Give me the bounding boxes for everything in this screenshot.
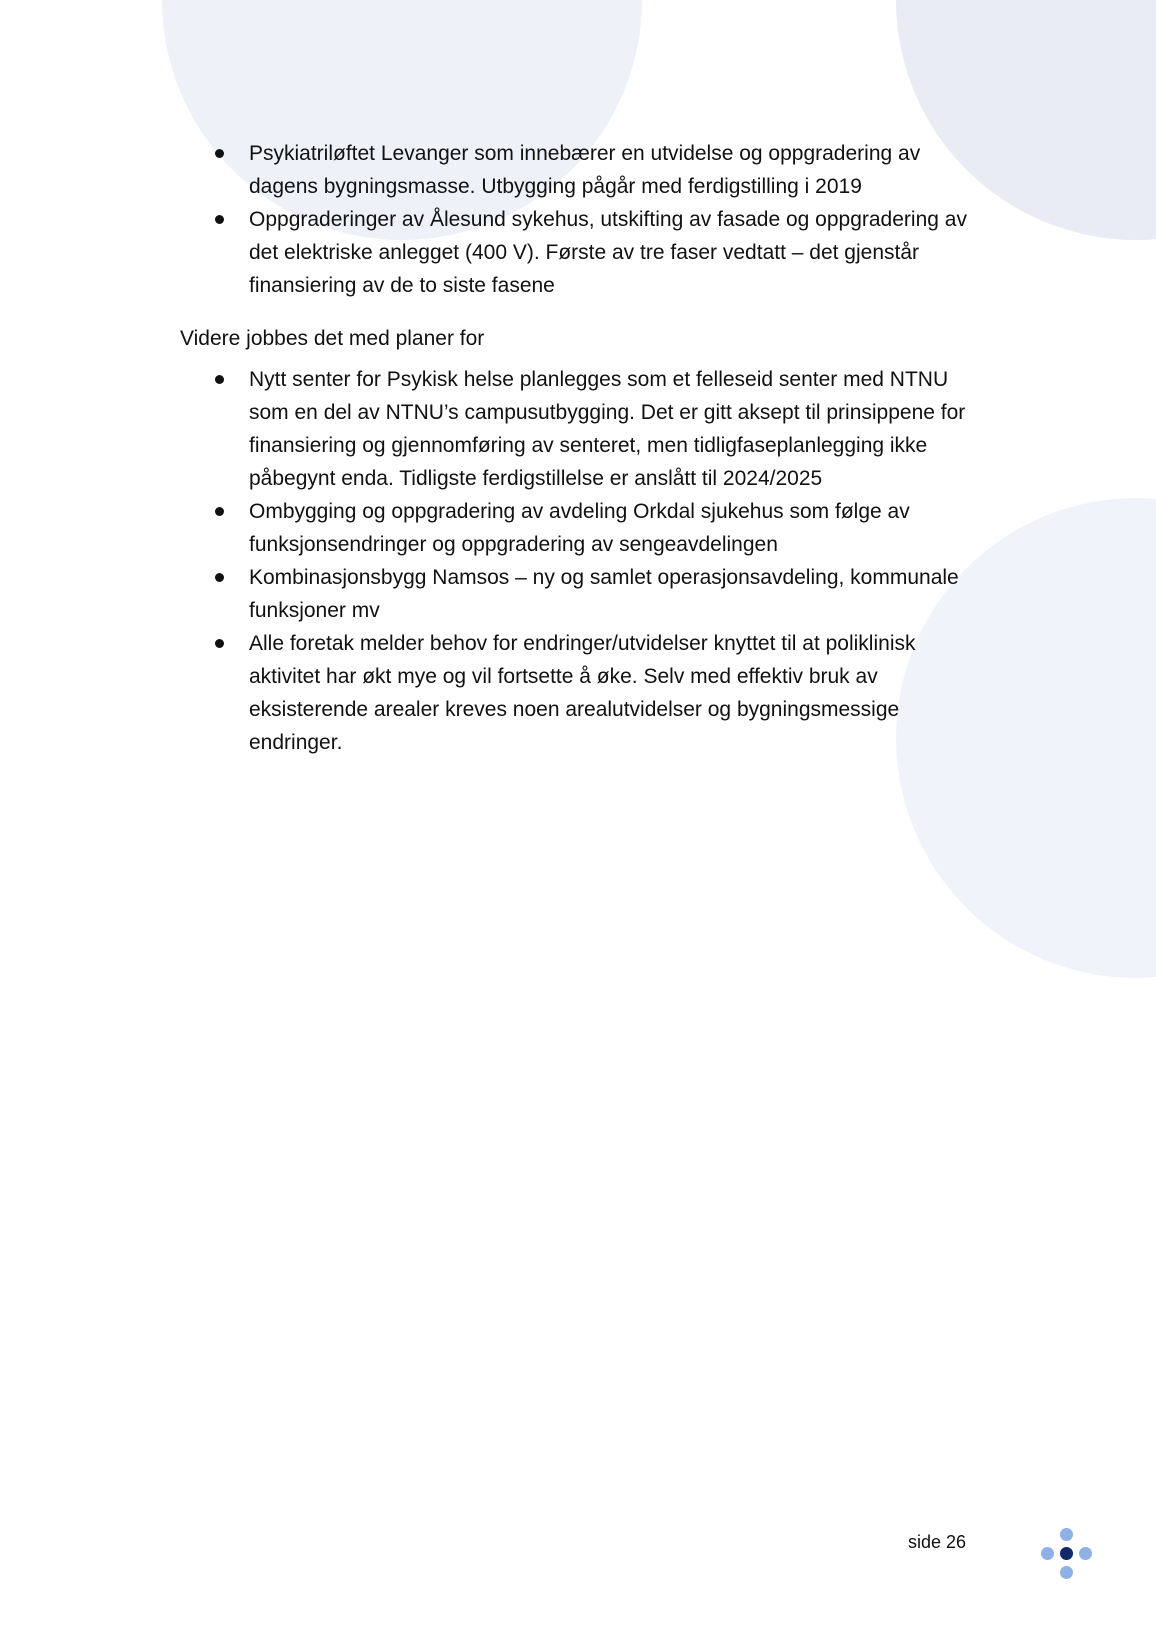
list-item: Oppgraderinger av Ålesund sykehus, utskifting av fasade og oppgradering av det elektriske anlegget (400 V). Første av tre faser vedtatt – det gjenstår finansiering av de to siste fasene [0, 203, 969, 302]
list-item: Ombygging og oppgradering av avdeling Orkdal sjukehus som følge av funksjonsendringer og oppgradering av sengeavdelingen [0, 495, 969, 561]
logo-dot-right [1079, 1547, 1092, 1560]
page-number: side 26 [908, 1532, 967, 1552]
list-item: Alle foretak melder behov for endringer/utvidelser knyttet til at poliklinisk aktivitet har økt mye og vil fortsette å øke. Selv med effektiv bruk av eksisterende arealer kreves noen arealutvidelser og bygningsmessige endringer. [0, 627, 969, 759]
logo-dot-bottom [1060, 1566, 1073, 1579]
logo-dot-top [1060, 1528, 1073, 1541]
bullet-list-projects [0, 137, 969, 302]
bullet-list-plans [0, 363, 969, 759]
logo-dot-center [1060, 1547, 1073, 1560]
list-item: Psykiatriløftet Levanger som innebærer en utvidelse og oppgradering av dagens bygningsmasse. Utbygging pågår med ferdigstilling i 2019 [0, 137, 969, 203]
list-item: Nytt senter for Psykisk helse planlegges som et felleseid senter med NTNU som en del av NTNU’s campusutbygging. Det er gitt aksept til prinsippene for finansiering og gjennomføring av senteret, men tidligfaseplanlegging ikke påbegynt enda. Tidligste ferdigstillelse er anslått til 2024/2025 [0, 363, 969, 495]
four-dot-cross-logo-icon [1036, 1528, 1096, 1588]
logo-dot-left [1041, 1547, 1054, 1560]
paragraph-plans-intro: Videre jobbes det med planer for [180, 327, 485, 350]
list-item: Kombinasjonsbygg Namsos – ny og samlet operasjonsavdeling, kommunale funksjoner mv [0, 561, 969, 627]
